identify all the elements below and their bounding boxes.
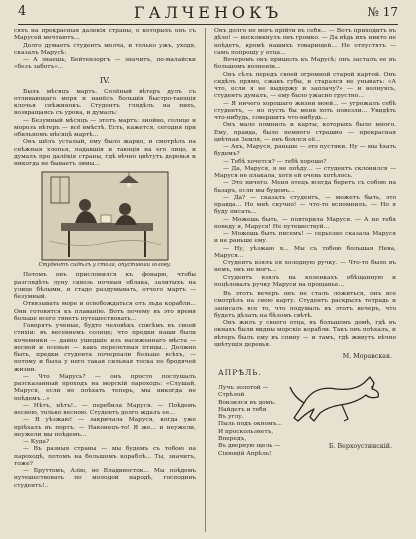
story-paragraph: — Да, Маруся, я не поѣду... — студентъ склонился — Маруся не плакала, хотя ей очень хотѣлось.: [214, 165, 396, 179]
story-paragraph: — Можешь быть, — повторила Маруся. — А не тебя поведу я, Маруся! Не путешествуй...: [214, 216, 396, 230]
illustration-caption: Студентъ сидѣлъ у стола, опустивши голову.: [38, 262, 172, 269]
story-paragraph: Отвязывать море и освобождаться отъ льда корабли... Они готовятся къ плаванію. Вотъ почему въ это время больше всего тянетъ путешествовать...: [14, 301, 196, 322]
story-paragraph: Потомъ онъ прислонился къ фонарю, чтобы разглядѣть луну сквозь ночныя облака, залитыхъ на улице бѣлыми, и стадо раздумывать, отчего мартъ — безумный.: [14, 272, 196, 300]
page-number: 4: [18, 4, 27, 19]
story-paragraph: — Нѣтъ, нѣтъ!.. — перебила Маруся. — Поѣдемъ весною, только весною. Студентъ долго ждалъ ее...: [14, 402, 196, 416]
story-paragraph: Говорятъ ученые, будто человѣкъ совсѣмъ въ своей стихіи: въ весеннемъ солнце; что предки наши были кочевники — давно ушедшіе изъ насиженнаго мѣста — весной и осенью — какъ перелетныя птицы... Должно быть, предки студента почерпали больше всѣхъ, — потому и была у него такая сильная тоска по бродячей жизни.: [14, 323, 196, 373]
story-paragraph: — Это ничего. Меня отецъ всегда беретъ съ собою на базаръ, если мы будемъ...: [214, 180, 396, 194]
story-paragraph: — Что Марусь? — онъ просто послушалъ разсказанный проходъ на морскій пароходъ: «Слушай, Маруся, если не поѣхать теперь, мы никогда не поѣдемъ...»: [14, 373, 196, 402]
story-paragraph: Онъ долго не могъ прійти въ себя... — Вотъ приходитъ въ дѣло! — воскликнулъ онъ громко. — Да вѣдь ихъ никто не поѣдетъ, кромѣ нашихъ товарищей... Не отпустятъ — самъ попрошу у отца...: [214, 28, 396, 56]
jumping-dog-drawing: [284, 363, 394, 425]
story-paragraph: Студентъ взялъ ея холодную ручку. — Что-то было въ немъ, онъ не могъ...: [214, 260, 396, 274]
story-paragraph: Онъ мало помнилъ и карты, которыхъ было много. Ему, правда, было немного страшно — прекрасная цвѣтная Земля, — онъ боялся её...: [214, 122, 396, 143]
poem-line: Лучъ золотой —: [218, 385, 269, 391]
left-column: [14, 28, 196, 534]
section-number: IV.: [99, 75, 111, 85]
story-paragraph: — Въ разныя страны — мы будемъ съ тобою на пароходѣ, потомъ на большомъ кораблѣ... Ты, значитъ, тоже?: [14, 446, 196, 467]
story-paragraph: Вечеромъ онъ пришелъ къ Марусѣ; онъ засталъ ее въ большомъ волненіи...: [214, 57, 396, 71]
story-paragraph: Онъ жилъ у своего отца, въ большомъ домѣ, гдѣ въ окнахъ были видны морскіе корабли. Такъ онъ поѣхалъ, и вѣтеръ былъ ему въ спину — и тамъ, гдѣ живутъ вѣчно цвѣтущія деревья.: [214, 320, 396, 348]
poem-line: Впередъ,: [218, 436, 247, 443]
poem-line: Стрѣлой: [218, 392, 245, 399]
right-column: [214, 28, 396, 534]
poem-line: Въ дверную щель —: [218, 443, 281, 450]
poem-line: Вонзился въ домъ.: [218, 399, 276, 406]
poem-line: Сіяющій Апрѣль!: [218, 450, 272, 457]
page-header: [18, 2, 398, 25]
masthead-title: ГАЛЧЕНОКЪ: [133, 3, 283, 22]
column-divider: [205, 28, 206, 532]
story-paragraph: Студентъ взялъ на коленкахъ обѣщанную и поцѣловалъ ручку Маруси на прощанье...: [214, 274, 396, 288]
story-paragraph: — Тебѣ хочется? — тебѣ хорошо?: [223, 158, 327, 165]
story-paragraph: — Да? — сказалъ студентъ, — можетъ быть, это правда... Но мнѣ скучно! — что-то вспомнилъ. — Но я буду писать...: [214, 194, 396, 216]
story-paragraph: — Куда?: [23, 439, 50, 445]
story-paragraph: Онъ сѣлъ передъ своей огромной старой картой. Онъ сидѣлъ прямо, сжавъ губы, и старался не унывать: «А что, если я не выдержу и заплачу?» — и волнуясь, студентъ думалъ, — ему было ужасно грустно...: [214, 71, 396, 100]
poem-title: АПРѢЛЬ.: [218, 368, 262, 377]
poem-line: Найдетъ и тебя: [218, 406, 267, 413]
poem-author: Б. Верхоустинскій.: [328, 443, 392, 450]
poem-line: Въ углу.: [218, 414, 244, 421]
story-paragraph: — Ахъ, Маруся, раньше — это пустяки. Ну — мы ѣхать будемъ?: [214, 144, 396, 158]
issue-number: № 17: [367, 5, 398, 19]
story-paragraph: Въ этотъ вечеръ онъ не сталъ ложиться, онъ все смотрѣлъ на свою карту. Студентъ раскрылъ тетрадь и записалъ все то, что подумалъ въ этотъ вечеръ, что будетъ дѣлать на бѣломъ свѣтѣ.: [214, 291, 396, 319]
poem-line: И проскользнетъ,: [218, 428, 274, 435]
men-at-table-drawing: [41, 171, 169, 261]
poem-text: [218, 385, 288, 458]
story-paragraph: Онъ шёлъ усталый, ему было жарко, и смотрѣлъ на снѣжныя хлопья, падавшія и тающія на его лицо, и думалъ про далёкія страны, гдѣ вѣчно цвѣтутъ деревья и никогда не бываетъ зимы...: [14, 139, 196, 167]
story-paragraph: Долго думаетъ студентъ молча, и только ужъ, уходя, сказалъ Марусѣ:: [14, 42, 196, 56]
story-paragraph: — А знаешь, Бейтензоргъ — значитъ, по-малайски «безъ заботъ»...: [14, 57, 196, 71]
story-paragraph: — Я уѣзжаю! — закричала Маруся, когда уже пріѣхалъ въ портъ. — Наконецъ-то! Я же... и неужели, неужели мы поѣдемъ...: [14, 417, 196, 438]
story-author: М. Моравская.: [342, 353, 392, 360]
story-paragraph: — Я ничего хорошаго жизни моей... — угрожалъ себѣ студентъ, — но пусть бы меня хоть повезли... Увидѣть что-нибудь, совершить что-нибудь...: [214, 100, 396, 121]
story-paragraph: — Безумный мѣсяцъ — этотъ мартъ: знойно, солнце и морозъ вѣтеръ — всё вмѣстѣ. Есть, кажется, сегодня при обильномъ мѣсяцѣ мартѣ...: [14, 117, 196, 138]
story-paragraph: — Можешь быть писемъ! — серьезно сказала Маруся и не раньше ему.: [214, 231, 396, 245]
poem-block: [214, 363, 396, 457]
poem-line: Пыль подъ окномъ...: [218, 421, 283, 428]
story-paragraph: — Ну, уѣзжаю я... Мы съ тобою большая Нева, Маруся...: [214, 245, 396, 259]
story-paragraph: сяхъ на прекрасныя далекія страны, о которыхъ онъ съ Марусей мечтаютъ...: [14, 28, 196, 42]
story-paragraph: Былъ мѣсяцъ мартъ. Солёный вѣтеръ дулъ съ отливающаго моря и нанёсъ большія быстро-тающія клочья снѣжинокъ. Студентъ глядѣлъ на нихъ, возвращаясь съ урока, и думалъ:: [14, 88, 196, 117]
story-paragraph: — Бруттомъ, Азію, во Владивосток... Мы поѣдемъ путешествовать по молодой народѣ, господинъ студентъ!..: [14, 468, 196, 489]
